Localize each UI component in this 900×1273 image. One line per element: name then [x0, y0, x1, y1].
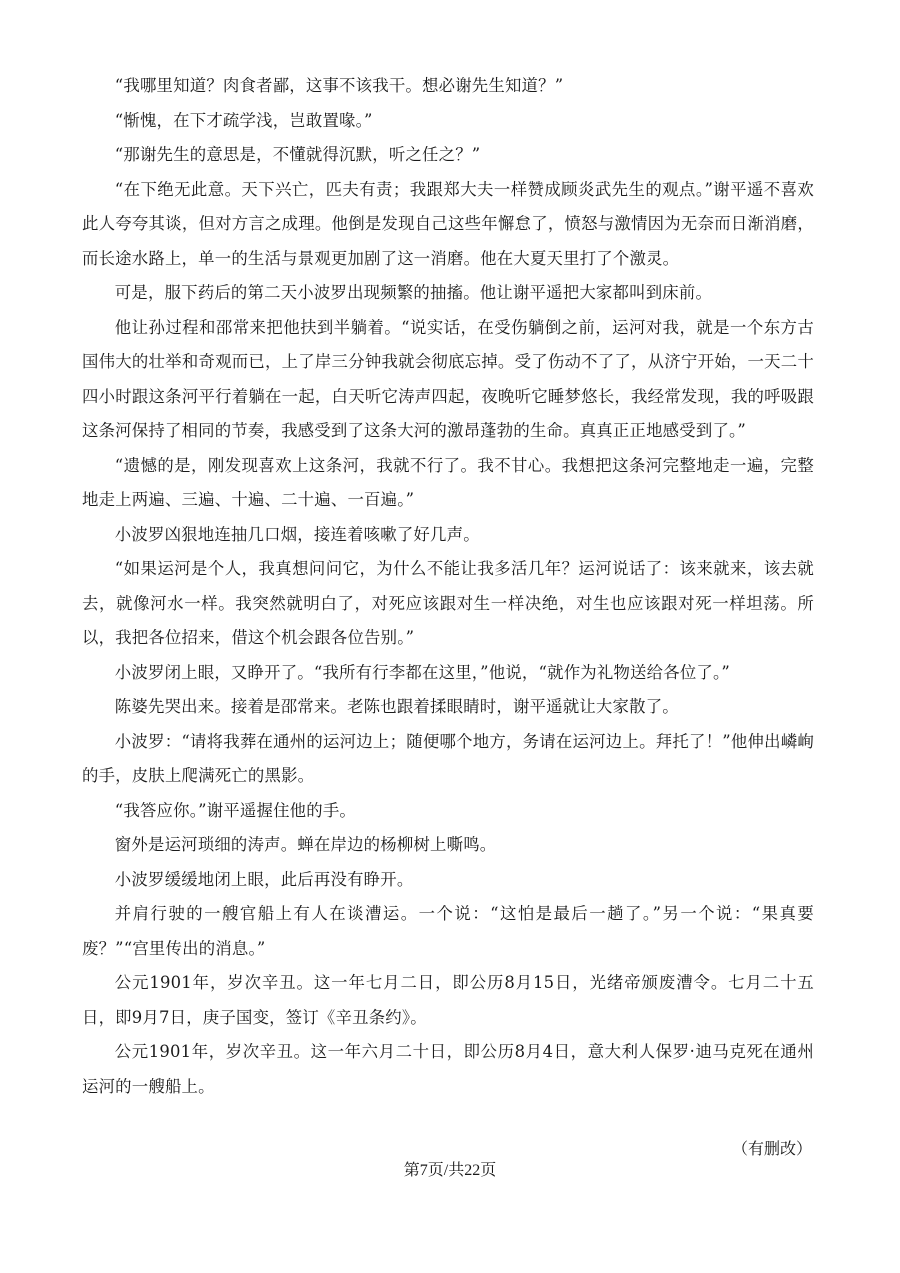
paragraph: 公元1901年，岁次辛丑。这一年七月二日，即公历8月15日，光绪帝颁废漕令。七月二十五日，即9月7日，庚子国变，签订《辛丑条约》。	[82, 973, 814, 1027]
paragraph: “惭愧，在下才疏学浅，岂敢置喙。”	[114, 110, 373, 130]
paragraph: “如果运河是个人，我真想问问它，为什么不能让我多活几年？运河说话了：该来就来，该去就去，就像河水一样。我突然就明白了，对死应该跟对生一样决绝，对生也应该跟对死一样坦荡。所以，我把各位招来，借这个机会跟各位告别。”	[82, 559, 814, 647]
paragraph: 小波罗闭上眼，又睁开了。“我所有行李都在这里，”他说，“就作为礼物送给各位了。”	[114, 662, 730, 682]
paragraph: 窗外是运河琐细的涛声。蝉在岸边的杨柳树上嘶鸣。	[114, 835, 497, 854]
paragraph: 并肩行驶的一艘官船上有人在谈漕运。一个说：“这怕是最后一趟了。”另一个说：“果真要废？”“宫里传出的消息。”	[82, 904, 814, 958]
paragraph: 可是，服下药后的第二天小波罗出现频繁的抽搐。他让谢平遥把大家都叫到床前。	[114, 283, 713, 302]
paragraph: 陈婆先哭出来。接着是邵常来。老陈也跟着揉眼睛时，谢平遥就让大家散了。	[114, 697, 679, 716]
paragraph: “那谢先生的意思是，不懂就得沉默，听之任之？”	[114, 145, 481, 164]
paragraph: 他让孙过程和邵常来把他扶到半躺着。“说实话，在受伤躺倒之前，运河对我，就是一个东方古国伟大的壮举和奇观而已，上了岸三分钟我就会彻底忘掉。受了伤动不了了，从济宁开始，一天二十四小时跟这条河平行着躺在一起，白天听它涛声四起，夜晚听它睡梦悠长，我经常发现，我的呼吸跟这条河保持了相同的节奏，我感受到了这条大河的激昂蓬勃的生命。真真正正地感受到了。”	[82, 317, 814, 440]
paragraph: “我答应你。”谢平遥握住他的手。	[114, 800, 357, 820]
paragraph: 小波罗凶狠地连抽几口烟，接连着咳嗽了好几声。	[114, 524, 480, 544]
article-body	[82, 69, 814, 1104]
paragraph: “在下绝无此意。天下兴亡，匹夫有责；我跟郑大夫一样赞成顾炎武先生的观点。”谢平遥不喜欢此人夸夸其谈，但对方言之成理。他倒是发现自己这些年懈怠了，愤怒与激情因为无奈而日渐消磨，而长途水路上，单一的生活与景观更加剧了这一消磨。他在大夏天里打了个激灵。	[82, 179, 814, 268]
abridged-note: （有删改）	[731, 1139, 812, 1158]
page-number: 第7页/共22页	[403, 1162, 497, 1179]
paragraph: 小波罗缓缓地闭上眼，此后再没有睁开。	[114, 869, 414, 889]
paragraph: “遗憾的是，刚发现喜欢上这条河，我就不行了。我不甘心。我想把这条河完整地走一遍，完整地走上两遍、三遍、十遍、二十遍、一百遍。”	[82, 455, 814, 509]
paragraph: 公元1901年，岁次辛丑。这一年六月二十日，即公历8月4日，意大利人保罗·迪马克死在通州运河的一艘船上。	[82, 1042, 814, 1096]
paragraph: “我哪里知道？肉食者鄙，这事不该我干。想必谢先生知道？”	[114, 76, 564, 95]
paragraph: 小波罗：“请将我葬在通州的运河边上；随便哪个地方，务请在运河边上。拜托了！”他伸出嶙峋的手，皮肤上爬满死亡的黑影。	[82, 731, 814, 785]
